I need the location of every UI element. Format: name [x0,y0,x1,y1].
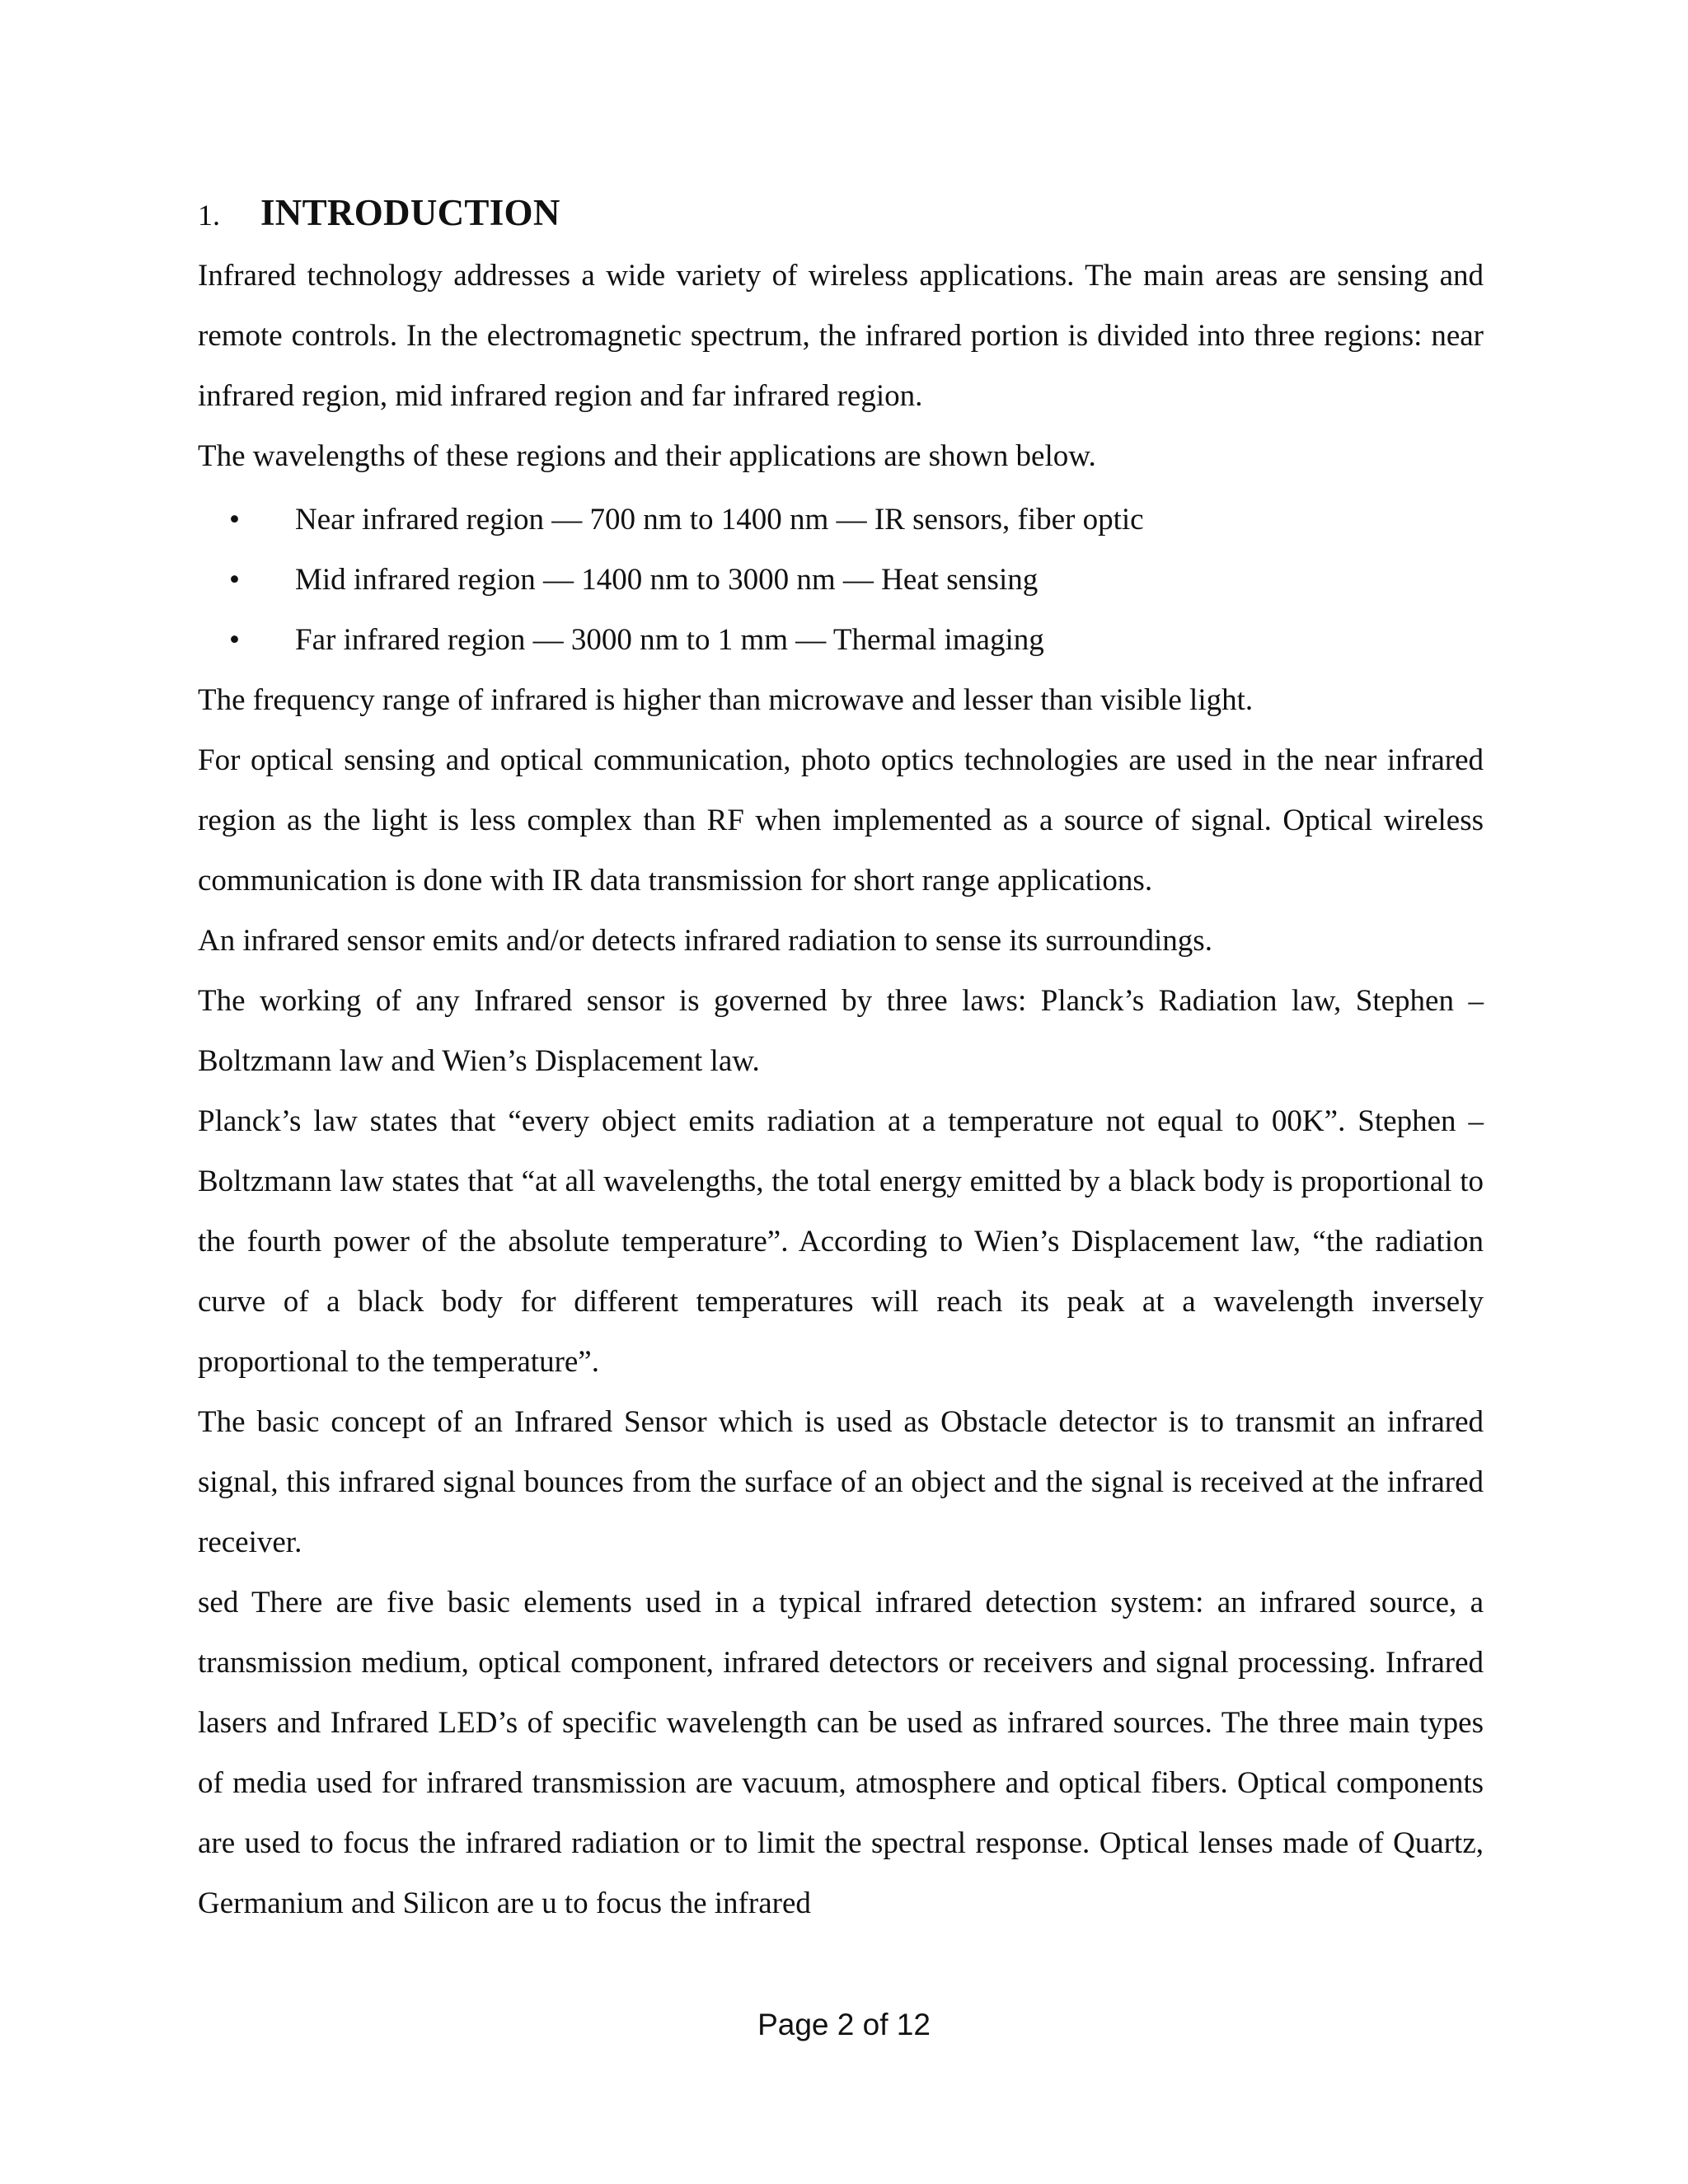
bullet-list-regions [198,490,1484,670]
paragraph-sensor-definition: An infrared sensor emits and/or detects infrared radiation to sense its surroundings. [198,924,1212,958]
section-heading [198,191,1484,234]
paragraph-governing-laws: The working of any Infrared sensor is governed by three laws: Planck’s Radiation law, Stephen – Boltzmann law and Wien’s Displacement law. [198,984,1484,1078]
page-number-footer: Page 2 of 12 [757,2008,931,2041]
bullet-text: Near infrared region — 700 nm to 1400 nm — IR sensors, fiber optic [295,503,1144,537]
bullet-item-near-infrared [198,490,1484,550]
paragraph-obstacle-detector: The basic concept of an Infrared Sensor which is used as Obstacle detector is to transmit an infrared signal, this infrared signal bounces from the surface of an object and the signal is received at the infrared receiver. [198,1405,1484,1559]
paragraph-law-statements: Planck’s law states that “every object emits radiation at a temperature not equal to 00K”. Stephen – Boltzmann law states that “at all wavelengths, the total energy emitted by a black body is proportional to the fourth power of the absolute temperature”. According to Wien’s Displacement law, “the radiation curve of a black body for different temperatures will reach its peak at a wavelength inversely proportional to the temperature”. [198,1104,1484,1379]
paragraph-wavelengths-lead: The wavelengths of these regions and their applications are shown below. [198,439,1096,473]
bullet-item-far-infrared [198,610,1484,670]
bullet-text: Mid infrared region — 1400 nm to 3000 nm — Heat sensing [295,563,1039,597]
bullet-icon: • [229,503,240,537]
bullet-icon: • [229,623,240,657]
bullet-icon: • [229,563,240,597]
bullet-item-mid-infrared [198,550,1484,610]
paragraph-intro: Infrared technology addresses a wide variety of wireless applications. The main areas are sensing and remote controls. In the electromagnetic spectrum, the infrared portion is divided into three regions: near infrared region, mid infrared region and far infrared region. [198,259,1484,413]
page-content [198,191,1484,1933]
paragraph-detection-elements: sed There are five basic elements used in a typical infrared detection system: an infrared source, a transmission medium, optical component, infrared detectors or receivers and signal processing. Infrared lasers and Infrared LED’s of specific wavelength can be used as infrared sources. The three main types of media used for infrared transmission are vacuum, atmosphere and optical fibers. Optical components are used to focus the infrared radiation or to limit the spectral response. Optical lenses made of Quartz, Germanium and Silicon are u to focus the infrared [198,1586,1484,1920]
paragraph-optical-sensing: For optical sensing and optical communication, photo optics technologies are used in the near infrared region as the light is less complex than RF when implemented as a source of signal. Optical wireless communication is done with IR data transmission for short range applications. [198,743,1484,898]
section-number: 1. [198,199,220,232]
bullet-text: Far infrared region — 3000 nm to 1 mm — Thermal imaging [295,623,1044,657]
paragraph-frequency-range: The frequency range of infrared is higher than microwave and lesser than visible light. [198,683,1254,717]
section-title: INTRODUCTION [260,192,560,233]
